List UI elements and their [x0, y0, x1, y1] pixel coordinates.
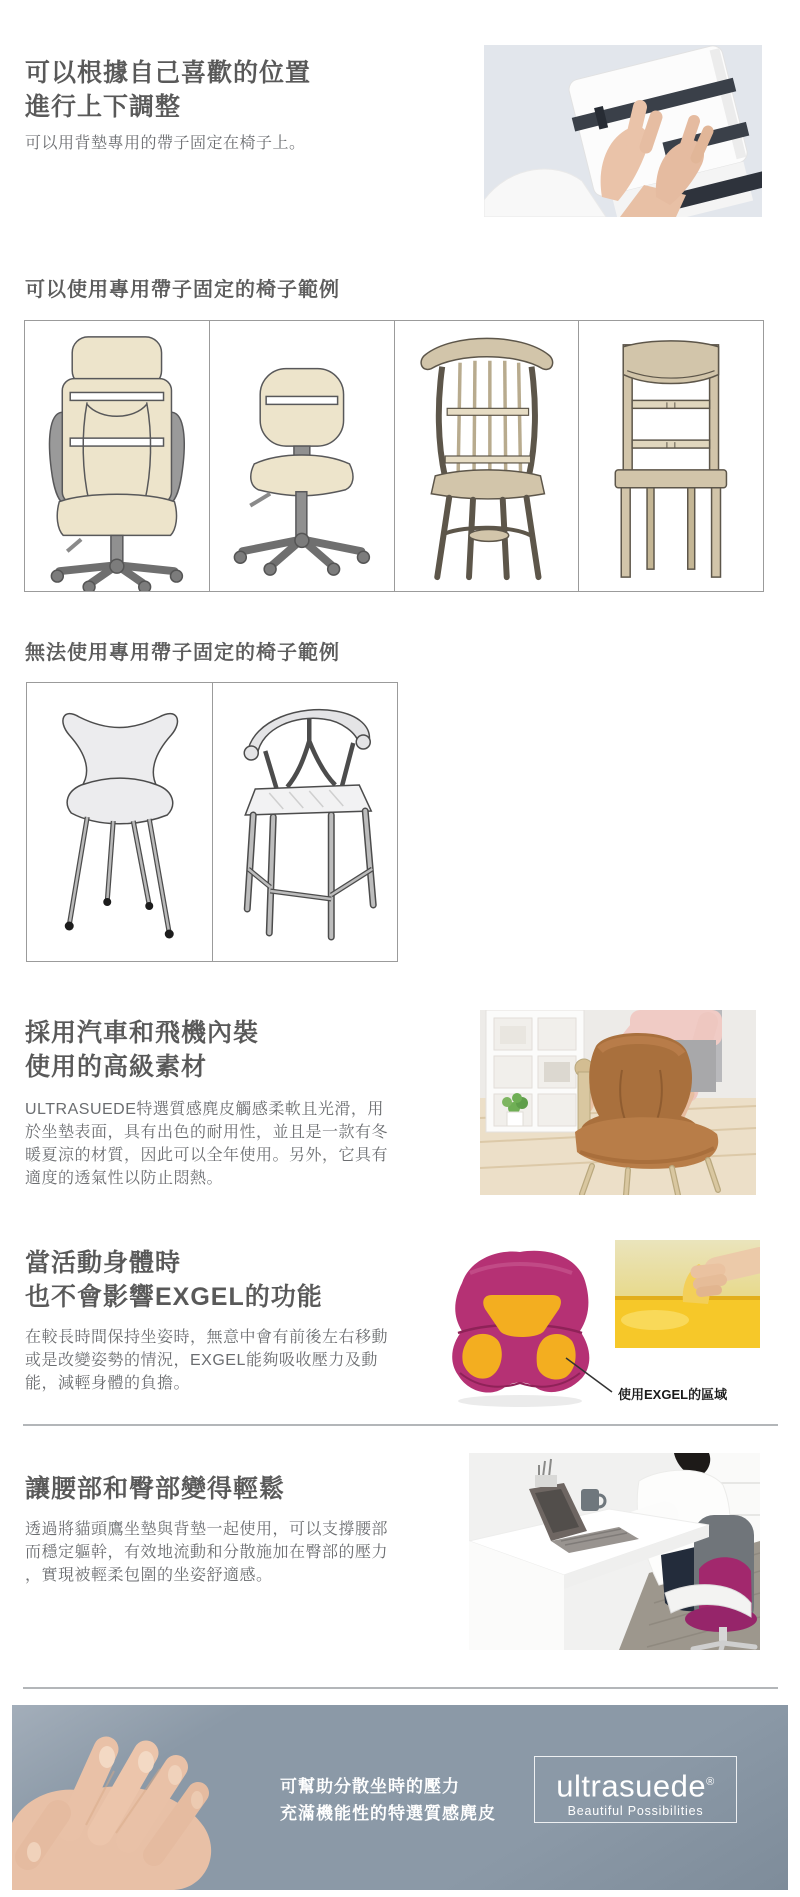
strap-adjust-photo [484, 45, 762, 217]
banner-text [280, 1773, 496, 1827]
text-line: 在較長時間保持坐姿時，無意中會有前後左右移動 [25, 1329, 389, 1346]
ultrasuede-tagline: Beautiful Possibilities [567, 1804, 704, 1819]
adjust-section-heading [25, 56, 311, 124]
usable-chairs-examples [24, 320, 764, 592]
text-line: 進行上下調整 [25, 93, 182, 121]
text-line: 而穩定軀幹，有效地流動和分散施加在臀部的壓力 [25, 1544, 389, 1561]
exgel-callout-label: 使用EXGEL的區域 [618, 1387, 728, 1402]
usable-chairs-heading: 可以使用專用帶子固定的椅子範例 [25, 279, 340, 301]
text-line: 也不會影響EXGEL的功能 [25, 1283, 323, 1311]
text-line: 可以根據自己喜歡的位置 [25, 59, 312, 87]
ultrasuede-banner [12, 1705, 788, 1890]
text-line: 暖夏涼的材質，因此可以全年使用。另外，它具有 [25, 1147, 389, 1164]
text-line: 適度的透氣性以防止悶熱。 [25, 1170, 224, 1187]
text-line: 讓腰部和臀部變得輕鬆 [25, 1475, 286, 1503]
molded-shell-chair-icon [27, 683, 213, 961]
wishbone-chair-icon [213, 683, 398, 961]
suede-cushion-photo [480, 1010, 756, 1195]
text-line: 或是改變姿勢的情況，EXGEL能夠吸收壓力及動 [25, 1352, 378, 1369]
relief-section-body [25, 1518, 388, 1587]
exgel-pinch-photo [615, 1240, 760, 1348]
text-line: ULTRASUEDE特選質感麂皮觸感柔軟且光滑，用 [25, 1101, 384, 1118]
text-line: 使用的高級素材 [25, 1053, 208, 1081]
not-usable-chairs-examples [26, 682, 398, 962]
exgel-section-body [25, 1326, 388, 1395]
material-section-body [25, 1098, 388, 1190]
office-task-chair-icon [210, 321, 395, 591]
text-line: 可以用背墊專用的帶子固定在椅子上。 [25, 135, 306, 152]
strap-adjust-illustration [484, 45, 762, 217]
ultrasuede-logo [534, 1756, 737, 1823]
text-line: 採用汽車和飛機內裝 [25, 1019, 260, 1047]
relief-section-heading [25, 1472, 285, 1506]
simple-wood-chair-icon [579, 321, 763, 591]
text-line: ，實現被輕柔包圍的坐姿舒適感。 [25, 1567, 273, 1584]
text-line: 能，減輕身體的負擔。 [25, 1375, 191, 1392]
text-line: 於坐墊表面，具有出色的耐用性，並且是一款有冬 [25, 1124, 389, 1141]
banner-divider [23, 1687, 778, 1689]
text-line: 當活動身體時 [25, 1249, 182, 1277]
windsor-wood-chair-icon [395, 321, 580, 591]
not-usable-chairs-heading: 無法使用專用帶子固定的椅子範例 [25, 642, 340, 664]
ultrasuede-wordmark: ultrasuede® [556, 1768, 715, 1804]
hand-on-fabric-illustration [12, 1705, 292, 1890]
adjust-section-body [25, 132, 306, 155]
exgel-section-heading [25, 1246, 323, 1314]
material-section-heading [25, 1016, 259, 1084]
section-divider [23, 1424, 778, 1426]
exgel-callout-line [560, 1352, 620, 1396]
registered-mark: ® [706, 1776, 715, 1788]
text-line: 充滿機能性的特選質感麂皮 [280, 1804, 496, 1823]
desk-sitting-photo [469, 1453, 760, 1650]
text-line: 可幫助分散坐時的壓力 [280, 1777, 460, 1796]
text-line: 透過將貓頭鷹坐墊與背墊一起使用，可以支撐腰部 [25, 1521, 389, 1538]
executive-office-chair-icon [25, 321, 210, 591]
